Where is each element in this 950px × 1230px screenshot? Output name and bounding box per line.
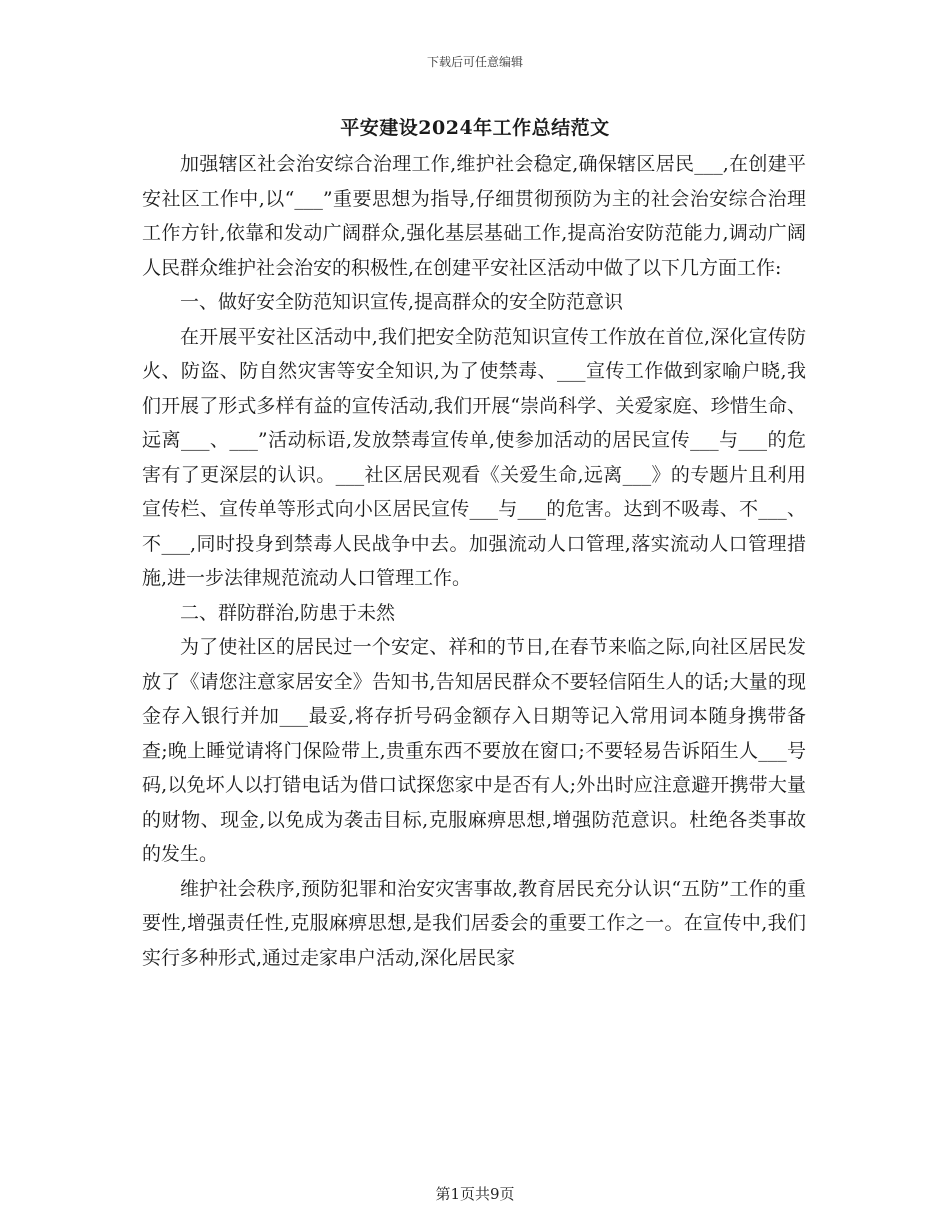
page-footer-number: 第1页共9页 [435,1185,515,1203]
paragraph-section-2: 为了使社区的居民过一个安定、祥和的节日,在春节来临之际,向社区居民发放了《请您注意家居安全》告知书,告知居民群众不要轻信陌生人的话;大量的现金存入银行并加___最妥,将存折号码金额存入日期等记入常用词本随身携带备查;晚上睡觉请将门保险带上,贵重东西不要放在窗口;不要轻易告诉陌生人___号码,以免坏人以打错电话为借口试探您家中是否有人;外出时应注意避开携带大量的财物、现金,以免成为袭击目标,克服麻痹思想,增强防范意识。杜绝各类事故的发生。 [142,636,806,865]
document-body [142,147,806,975]
document-title: 平安建设2024年工作总结范文 [340,117,610,139]
section-heading-2: 二、群防群治,防患于未然 [180,601,396,624]
section-heading-1: 一、做好安全防范知识宣传,提高群众的安全防范意识 [180,291,624,313]
paragraph-continued: 维护社会秩序,预防犯罪和治安灾害事故,教育居民充分认识“五防”工作的重要性,增强责任性,克服麻痹思想,是我们居委会的重要工作之一。在宣传中,我们实行多种形式,通过走家串户活动,深化居民家 [142,877,806,969]
paragraph-intro: 加强辖区社会治安综合治理工作,维护社会稳定,确保辖区居民___,在创建平安社区工作中,以“___”重要思想为指导,仔细贯彻预防为主的社会治安综合治理工作方针,依靠和发动广阔群众,强化基层基础工作,提高治安防范能力,调动广阔人民群众维护社会治安的积极性,在创建平安社区活动中做了以下几方面工作: [142,153,806,279]
paragraph-section-1: 在开展平安社区活动中,我们把安全防范知识宣传工作放在首位,深化宣传防火、防盗、防自然灾害等安全知识,为了使禁毒、___宣传工作做到家喻户晓,我们开展了形式多样有益的宣传活动,我们开展“崇尚科学、关爱家庭、珍惜生命、远离___、___”活动标语,发放禁毒宣传单,使参加活动的居民宣传___与___的危害有了更深层的认识。___社区居民观看《关爱生命,远离___》的专题片且利用宣传栏、宣传单等形式向小区居民宣传___与___的危害。达到不吸毒、不___、不___,同时投身到禁毒人民战争中去。加强流动人口管理,落实流动人口管理措施,进一步法律规范流动人口管理工作。 [142,325,806,589]
page-header-note: 下载后可任意编辑 [426,55,523,69]
